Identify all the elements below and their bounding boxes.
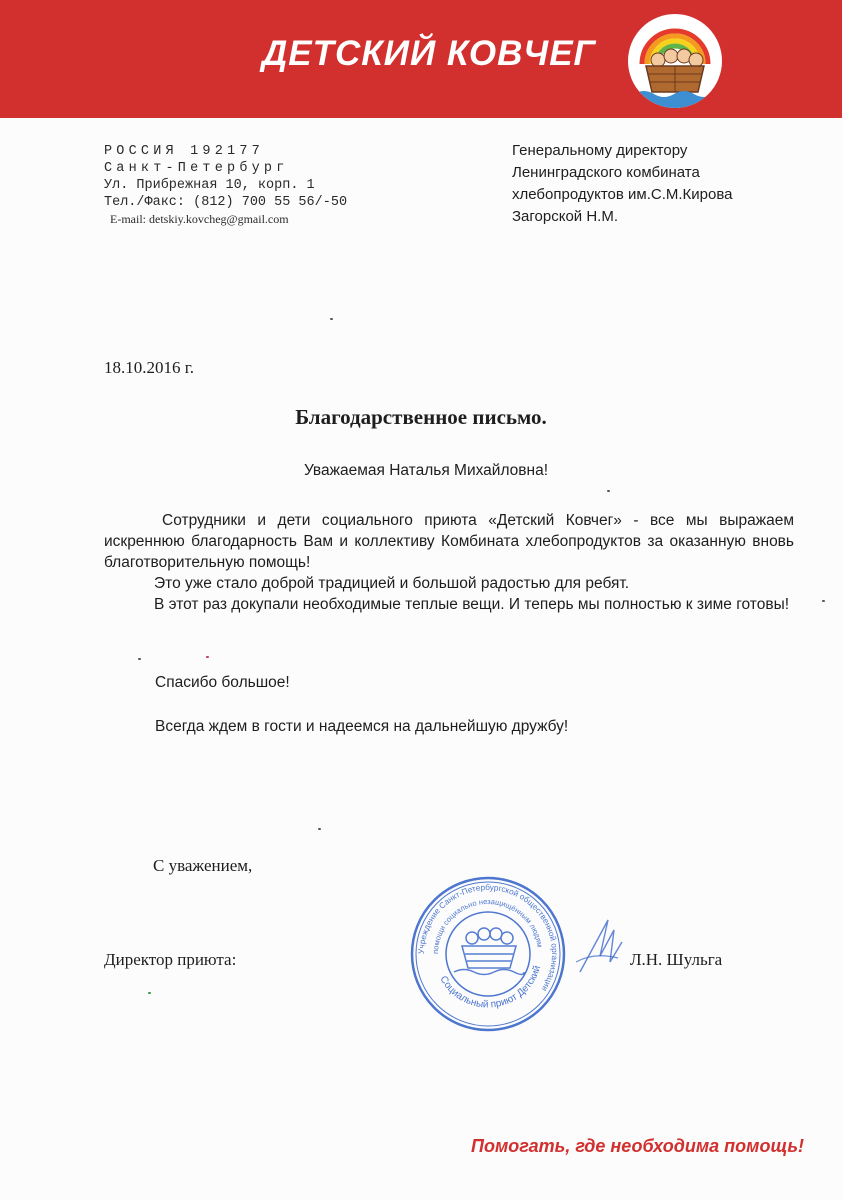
sender-phone: Тел./Факс: (812) 700 55 56/-50 [104,195,348,210]
scan-speck [607,490,610,492]
letter-date: 18.10.2016 г. [104,358,195,377]
recipient-line: Генеральному директору [512,142,688,159]
scan-speck [148,992,151,994]
ark-with-children-logo-icon [628,14,722,108]
sender-street: Ул. Прибрежная 10, корп. 1 [104,178,315,193]
recipient-line: хлебопродуктов им.С.М.Кирова [512,186,733,203]
body-paragraph: Сотрудники и дети социального приюта «Детский Ковчег» - все мы выражаем искреннюю благодарность Вам и коллективу Комбината хлебопродуктов за оказанную вновь благотворительную помощь! [104,512,794,571]
signer-name: Л.Н. Шульга [630,950,723,969]
stamp-ark-icon [454,928,524,975]
scan-speck [822,600,825,602]
organization-stamp [406,872,570,1041]
letter-thanks: Спасибо большое! [155,674,290,691]
letter-closing-wish: Всегда ждем в гости и надеемся на дальнейшую дружбу! [155,718,569,735]
scan-speck [138,658,141,660]
stamp-outer-text: Учреждение Санкт-Петербургской общественной организации [416,882,560,993]
body-paragraph: Это уже стало доброй традицией и большой радостью для ребят. [154,575,630,592]
letter-salutation: Уважаемая Наталья Михайловна! [303,462,549,479]
body-paragraph: В этот раз докупали необходимые теплые вещи. И теперь мы полностью к зиме готовы! [154,596,790,613]
scan-speck [318,828,321,830]
sender-city: Санкт-Петербург [104,161,289,176]
letter-body [104,510,794,615]
stamp-inner-text: помощи социально незащищённым людям [430,896,545,955]
director-label: Директор приюта: [104,950,237,969]
header-band [0,0,842,118]
letter-title: Благодарственное письмо. [295,405,547,429]
stamp-bottom-text: Социальный приют Детский [437,964,544,1011]
sender-address [104,143,347,228]
recipient-line: Ленинградского комбината [512,164,700,181]
sender-email: E-mail: detskiy.kovcheg@gmail.com [110,212,289,226]
letter-regards: С уважением, [153,856,253,875]
director-signature [570,912,630,987]
recipient-block [512,140,732,228]
scan-speck [206,656,209,658]
footer-slogan: Помогать, где необходима помощь! [471,1136,804,1156]
sender-country-zip: РОССИЯ 192177 [104,144,264,159]
recipient-line: Загорской Н.М. [512,208,619,225]
scan-speck [330,318,333,320]
brand-name: ДЕТСКИЙ КОВЧЕГ [262,34,597,73]
